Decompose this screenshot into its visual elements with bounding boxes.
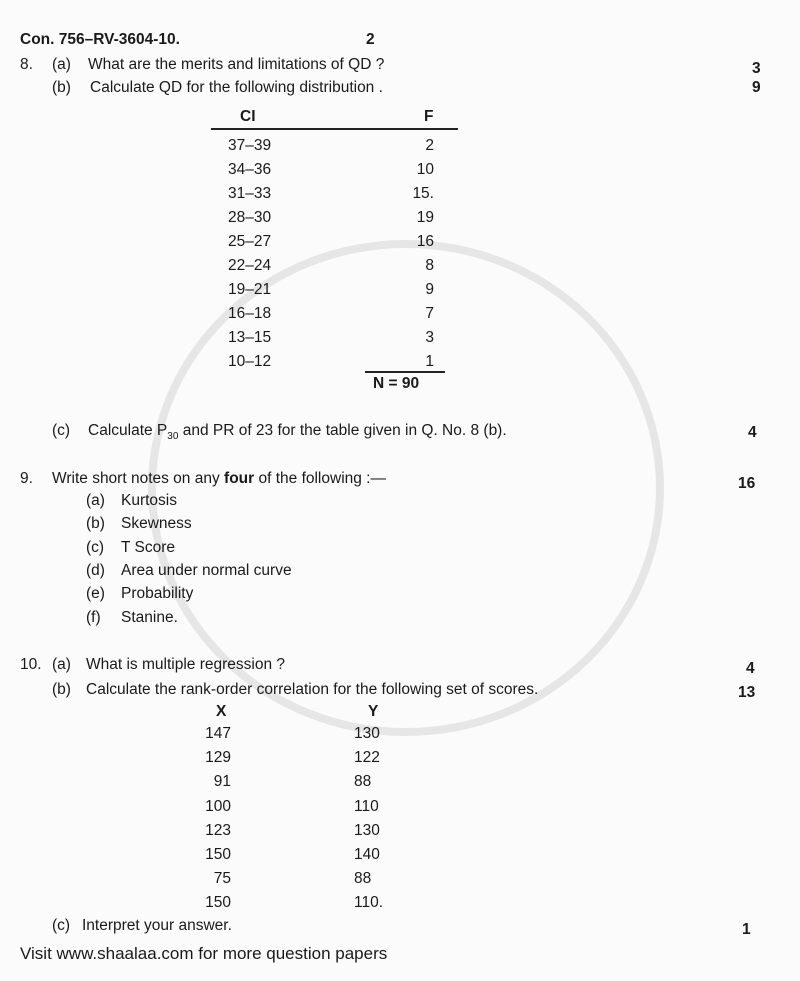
x-cell: 123	[205, 821, 231, 839]
q9-pre: Write short notes on any	[52, 470, 225, 487]
x-cell: 100	[205, 797, 231, 815]
y-cell: 88	[354, 870, 372, 888]
q9-item-label: (a)	[86, 492, 105, 509]
q9-bold: four	[224, 470, 255, 487]
y-cell: 122	[354, 749, 380, 767]
total-rule	[365, 371, 445, 373]
f-header: F	[424, 108, 434, 125]
q10b-label: (b)	[52, 681, 71, 698]
q9-marks: 16	[738, 475, 756, 492]
y-cell: 140	[354, 846, 380, 863]
q10a-label: (a)	[52, 656, 71, 673]
ci-cell: 19–21	[228, 281, 272, 298]
q8a-label: (a)	[52, 56, 71, 73]
q9-text	[52, 470, 386, 488]
q9-item-text: Probability	[121, 585, 194, 603]
q8a-marks: 3	[752, 60, 761, 77]
q10-number: 10.	[20, 656, 42, 673]
table-total: N = 90	[373, 375, 420, 392]
q9-item-label: (e)	[86, 585, 105, 603]
q9-item-label: (f)	[86, 608, 101, 626]
x-cell: 147	[205, 725, 231, 742]
q9-item-label: (d)	[86, 561, 105, 579]
q10b-text: Calculate the rank-order correlation for the following set of scores.	[86, 681, 539, 698]
y-cell: 110.	[354, 894, 384, 912]
q10c-marks: 1	[742, 921, 751, 938]
x-cell: 150	[205, 894, 231, 912]
footer-link[interactable]: Visit www.shaalaa.com for more question papers	[20, 944, 388, 963]
q9-post: of the following :—	[254, 470, 386, 487]
f-cell: 9	[425, 281, 434, 298]
ci-cell: 37–39	[228, 137, 272, 154]
q8a-text: What are the merits and limitations of QD ?	[88, 56, 385, 73]
q10a-marks: 4	[746, 660, 755, 677]
ci-cell: 28–30	[228, 209, 272, 226]
q9-item-text: Area under normal curve	[121, 561, 292, 579]
q9-number: 9.	[20, 470, 33, 487]
f-cell: 15.	[412, 185, 434, 202]
x-cell: 150	[205, 846, 231, 863]
page-number: 2	[366, 31, 375, 48]
table-rule	[211, 128, 458, 130]
ci-cell: 10–12	[228, 353, 272, 370]
q9-item-text: Stanine.	[121, 608, 178, 626]
q9-item-label: (c)	[86, 538, 105, 556]
f-cell: 2	[425, 137, 434, 154]
f-cell: 19	[416, 209, 434, 226]
x-cell: 91	[213, 773, 231, 791]
q8-number: 8.	[20, 56, 33, 73]
q8c-sub: 30	[167, 431, 179, 443]
q8c-pre: Calculate P	[88, 422, 168, 439]
q9-item-text: Kurtosis	[121, 492, 177, 509]
q10b-marks: 13	[738, 684, 756, 701]
q8c-label: (c)	[52, 422, 71, 439]
q8b-text: Calculate QD for the following distribution .	[90, 79, 383, 96]
paper-code: Con. 756–RV-3604-10.	[20, 31, 180, 48]
y-header: Y	[368, 703, 379, 720]
ci-header: CI	[240, 108, 256, 125]
x-header: X	[216, 703, 227, 720]
ci-cell: 16–18	[228, 305, 272, 322]
q10c-text: Interpret your answer.	[82, 917, 232, 934]
y-cell: 130	[354, 821, 380, 839]
q8b-label: (b)	[52, 79, 71, 96]
f-cell: 7	[425, 305, 434, 322]
q8c-post: and PR of 23 for the table given in Q. No. 8 (b).	[178, 422, 507, 439]
x-cell: 75	[213, 870, 231, 888]
f-cell: 8	[425, 257, 434, 274]
q10c-label: (c)	[52, 917, 71, 934]
f-cell: 3	[425, 329, 434, 346]
f-cell: 16	[416, 233, 434, 250]
ci-cell: 25–27	[228, 233, 272, 250]
ci-cell: 31–33	[228, 185, 272, 202]
q8b-marks: 9	[752, 79, 761, 96]
q10a-text: What is multiple regression ?	[86, 656, 285, 673]
f-cell: 10	[416, 161, 434, 178]
y-cell: 130	[354, 725, 380, 742]
q9-item-text: Skewness	[121, 515, 192, 533]
q9-item-text: T Score	[121, 538, 175, 556]
y-cell: 110	[354, 797, 379, 815]
ci-cell: 13–15	[228, 329, 272, 346]
f-cell: 1	[425, 353, 434, 370]
x-cell: 129	[205, 749, 231, 767]
y-cell: 88	[354, 773, 372, 791]
ci-cell: 34–36	[228, 161, 272, 178]
q9-item-label: (b)	[86, 515, 105, 533]
ci-cell: 22–24	[228, 257, 272, 274]
q8c-marks: 4	[748, 424, 757, 441]
q8c-text	[88, 422, 507, 443]
